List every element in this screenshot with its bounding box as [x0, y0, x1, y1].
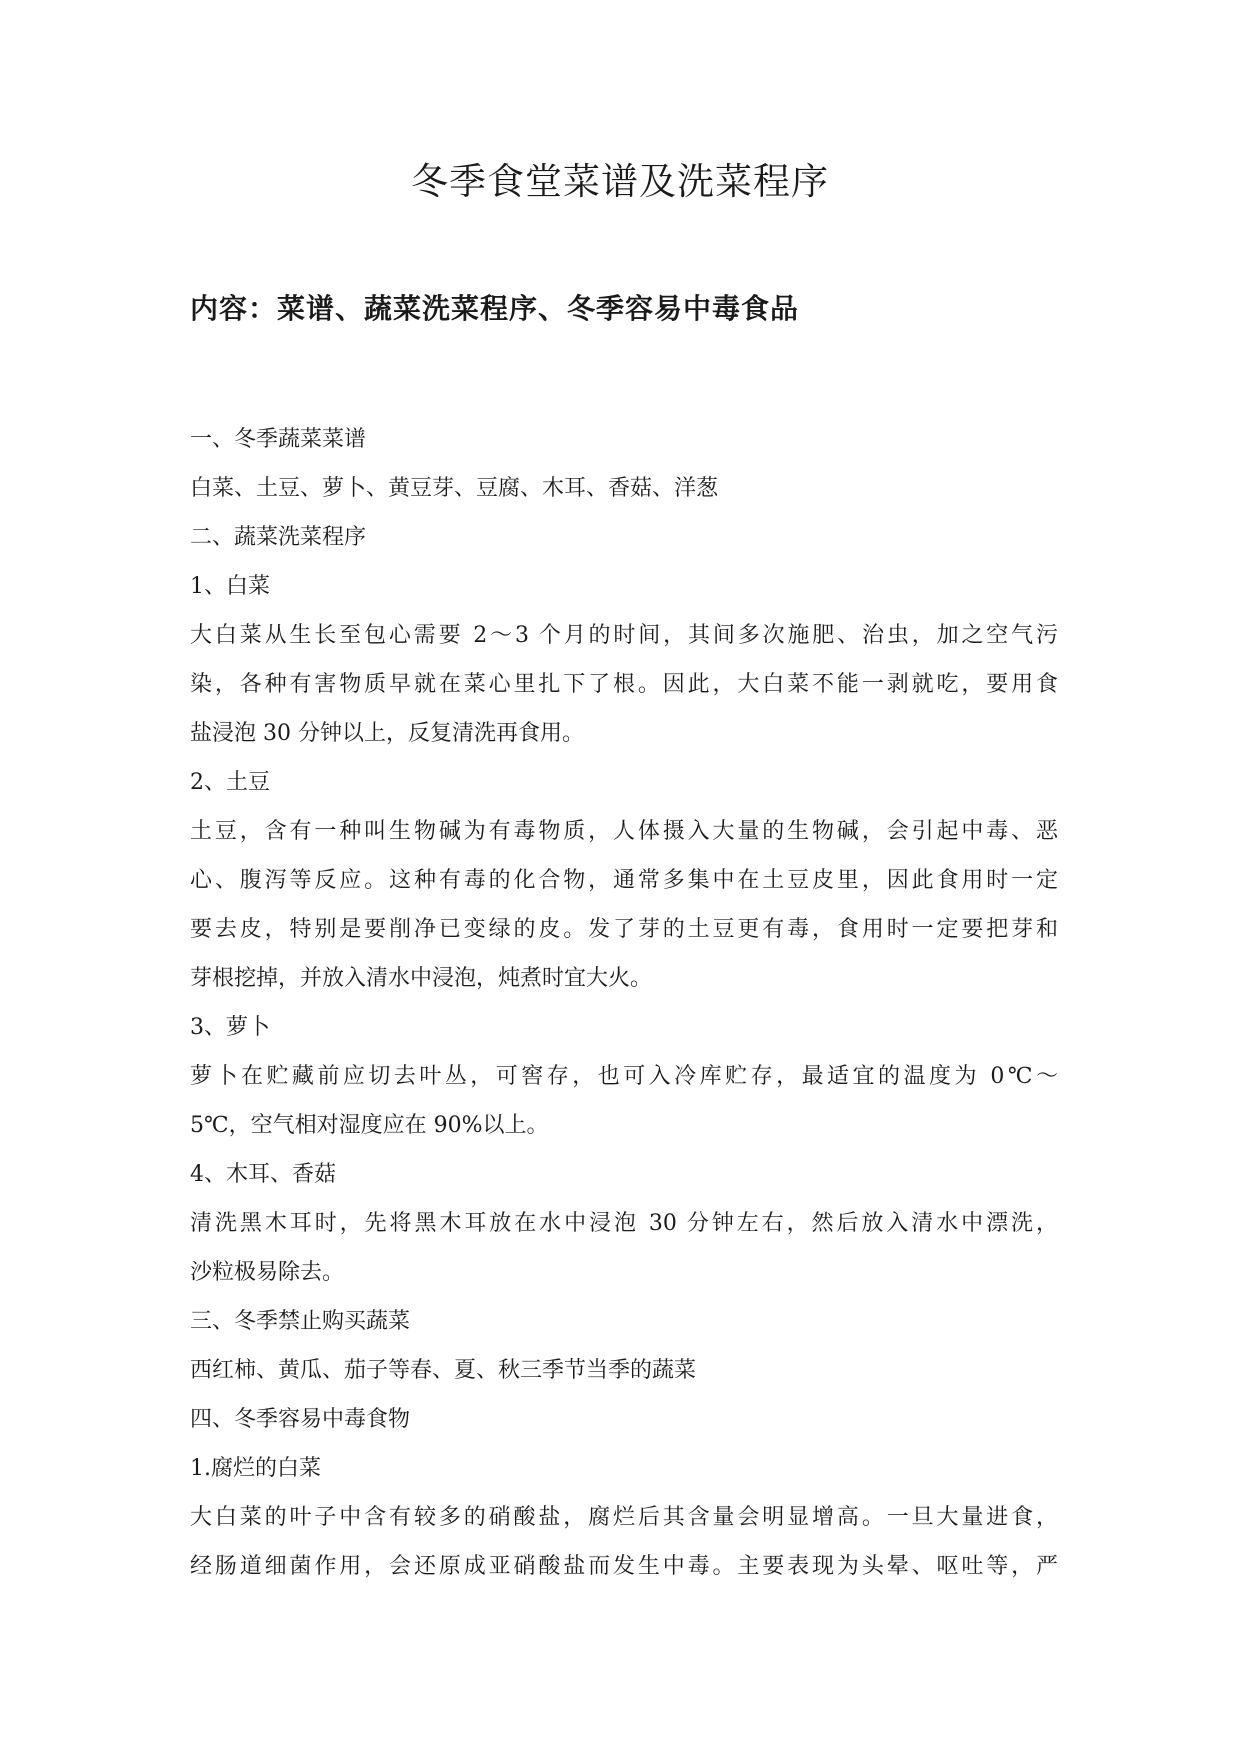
text-line: 要去皮，特别是要削净已变绿的皮。发了芽的土豆更有毒，食用时一定要把芽和 — [190, 917, 1058, 942]
text-line: 2、土豆 — [190, 770, 270, 795]
text-line: 染，各种有害物质早就在菜心里扎下了根。因此，大白菜不能一剥就吃，要用食 — [190, 672, 1058, 697]
text-line: 二、蔬菜洗菜程序 — [190, 525, 367, 550]
text-line: 白菜、土豆、萝卜、黄豆芽、豆腐、木耳、香菇、洋葱 — [190, 476, 719, 501]
text-line: 芽根挖掉，并放入清水中浸泡，炖煮时宜大火。 — [190, 966, 653, 991]
text-line: 4、木耳、香菇 — [190, 1162, 336, 1187]
text-line: 沙粒极易除去。 — [190, 1260, 345, 1285]
text-line: 萝卜在贮藏前应切去叶丛，可窖存，也可入冷库贮存，最适宜的温度为 0℃～ — [190, 1064, 1058, 1089]
text-line: 一、冬季蔬菜菜谱 — [190, 427, 367, 452]
document-subtitle: 内容：菜谱、蔬菜洗菜程序、冬季容易中毒食品 — [190, 292, 800, 325]
text-line: 土豆，含有一种叫生物碱为有毒物质，人体摄入大量的生物碱，会引起中毒、恶 — [190, 819, 1058, 844]
text-line: 西红柿、黄瓜、茄子等春、夏、秋三季节当季的蔬菜 — [190, 1358, 697, 1383]
text-line: 经肠道细菌作用，会还原成亚硝酸盐而发生中毒。主要表现为头晕、呕吐等，严 — [190, 1554, 1058, 1579]
text-line: 盐浸泡 30 分钟以上，反复清洗再食用。 — [190, 721, 584, 746]
text-line: 大白菜从生长至包心需要 2～3 个月的时间，其间多次施肥、治虫，加之空气污 — [190, 623, 1058, 648]
text-line: 心、腹泻等反应。这种有毒的化合物，通常多集中在土豆皮里，因此食用时一定 — [190, 868, 1058, 893]
text-line: 清洗黑木耳时，先将黑木耳放在水中浸泡 30 分钟左右，然后放入清水中漂洗， — [190, 1211, 1058, 1236]
text-line: 大白菜的叶子中含有较多的硝酸盐，腐烂后其含量会明显增高。一旦大量进食， — [190, 1505, 1058, 1530]
text-line: 3、萝卜 — [190, 1015, 270, 1040]
document-title: 冬季食堂菜谱及洗菜程序 — [411, 160, 829, 203]
text-line: 三、冬季禁止购买蔬菜 — [190, 1309, 411, 1334]
text-line: 1.腐烂的白菜 — [190, 1456, 321, 1481]
document-body — [190, 415, 1058, 1591]
text-line: 5℃，空气相对湿度应在 90%以上。 — [190, 1113, 549, 1138]
text-line: 四、冬季容易中毒食物 — [190, 1407, 411, 1432]
text-line: 1、白菜 — [190, 574, 270, 599]
